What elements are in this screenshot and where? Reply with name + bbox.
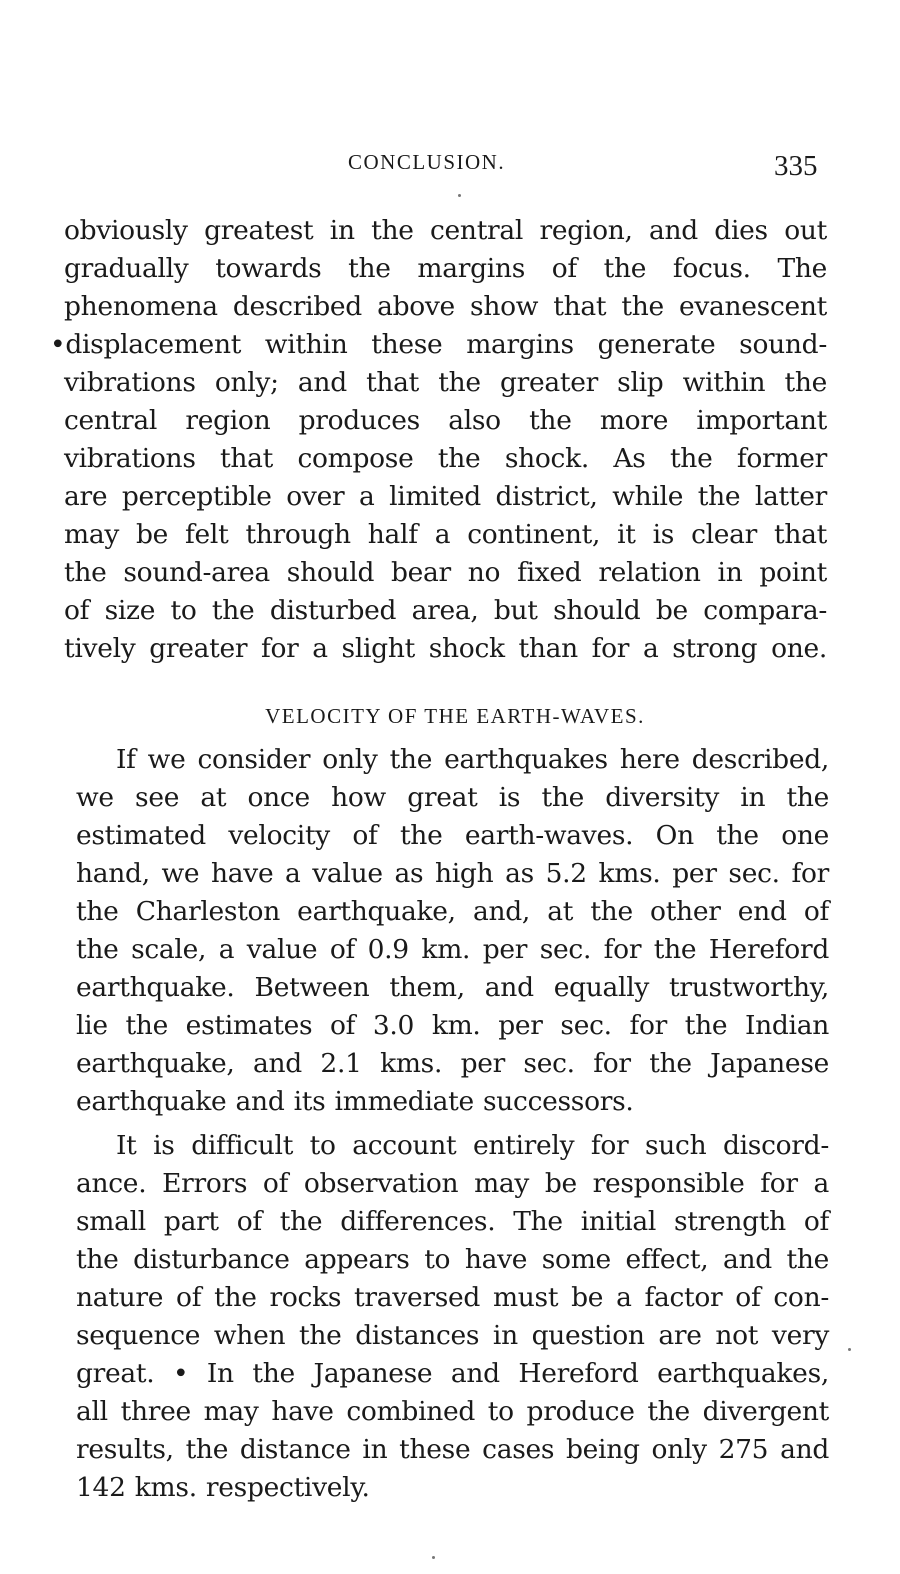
- text-line: earthquake, and 2.1 kms. per sec. for the Japanese: [76, 1048, 829, 1079]
- section-heading: VELOCITY OF THE EARTH-WAVES.: [265, 704, 645, 728]
- text-line: all three may have combined to produce the divergent: [76, 1396, 829, 1427]
- text-line: earthquake and its immediate successors.: [76, 1086, 634, 1117]
- text-line: It is difficult to account entirely for such discord-: [116, 1130, 829, 1161]
- text-line: phenomena described above show that the evanescent: [64, 291, 827, 322]
- text-line: sequence when the distances in question are not very: [76, 1320, 829, 1351]
- text-line: the sound-area should bear no fixed relation in point: [64, 557, 827, 588]
- text-line: earthquake. Between them, and equally trustworthy,: [76, 972, 829, 1003]
- text-line: obviously greatest in the central region, and dies out: [64, 215, 827, 246]
- text-line: 142 kms. respectively.: [76, 1472, 370, 1503]
- text-line: ance. Errors of observation may be responsible for a: [76, 1168, 829, 1199]
- running-head: CONCLUSION.: [348, 150, 506, 174]
- text-line: If we consider only the earthquakes here described,: [116, 744, 829, 775]
- text-line: the Charleston earthquake, and, at the other end of: [76, 896, 829, 927]
- text-line: central region produces also the more important: [64, 405, 827, 436]
- text-line: lie the estimates of 3.0 km. per sec. for the Indian: [76, 1010, 829, 1041]
- text-line: of size to the disturbed area, but should be compara-: [64, 595, 827, 626]
- scan-speck: [848, 1348, 851, 1351]
- text-line: hand, we have a value as high as 5.2 kms. per sec. for: [76, 858, 829, 889]
- scan-speck: [432, 1556, 435, 1559]
- text-line: results, the distance in these cases being only 275 and: [76, 1434, 829, 1465]
- scan-speck: [458, 194, 461, 197]
- text-line: small part of the differences. The initial strength of: [76, 1206, 829, 1237]
- text-line: nature of the rocks traversed must be a factor of con-: [76, 1282, 829, 1313]
- text-line: great. • In the Japanese and Hereford earthquakes,: [76, 1358, 829, 1389]
- text-line: may be felt through half a continent, it is clear that: [64, 519, 827, 550]
- text-line: the disturbance appears to have some effect, and the: [76, 1244, 829, 1275]
- page-header: [0, 148, 900, 188]
- text-line: we see at once how great is the diversity in the: [76, 782, 829, 813]
- text-line: tively greater for a slight shock than for a strong one.: [64, 633, 827, 664]
- text-line: vibrations only; and that the greater slip within the: [64, 367, 827, 398]
- text-line: •displacement within these margins generate sound-: [50, 329, 827, 360]
- paragraph-velocity: [76, 741, 829, 1121]
- text-line: gradually towards the margins of the focus. The: [64, 253, 827, 284]
- text-line: vibrations that compose the shock. As the former: [64, 443, 827, 474]
- text-line: estimated velocity of the earth-waves. On the one: [76, 820, 829, 851]
- text-line: are perceptible over a limited district, while the latter: [64, 481, 827, 512]
- paragraph-continuation: [50, 212, 827, 668]
- text-line: the scale, a value of 0.9 km. per sec. for the Hereford: [76, 934, 829, 965]
- paragraph-discordance: [76, 1127, 829, 1507]
- page-number: 335: [774, 150, 818, 182]
